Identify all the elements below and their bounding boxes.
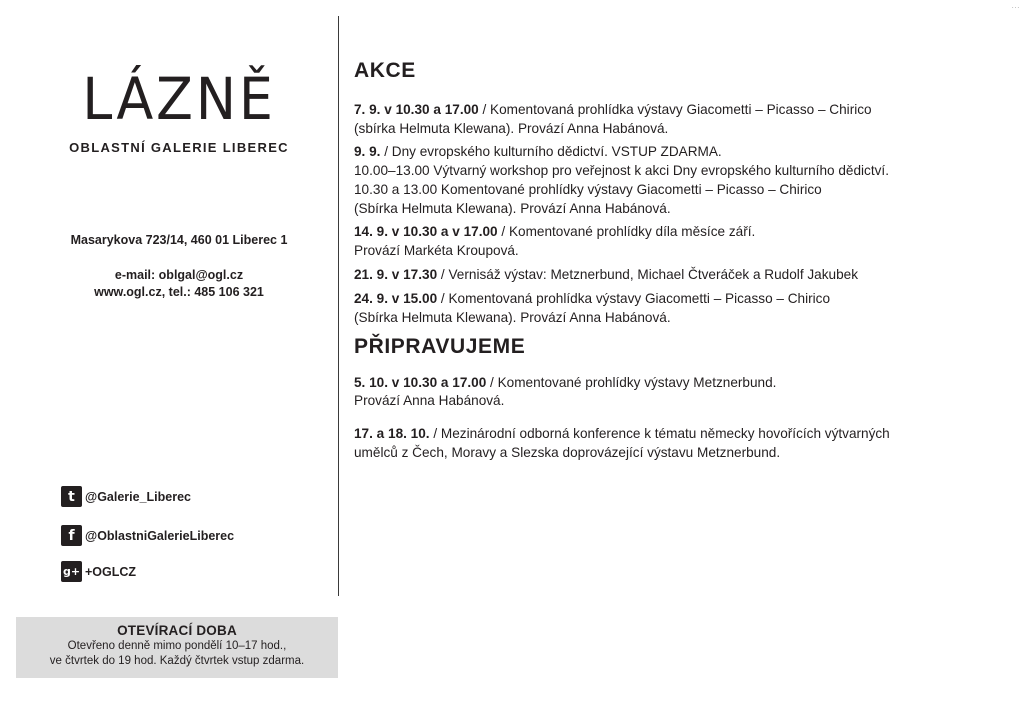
section-heading-pripravujeme: PŘIPRAVUJEME	[354, 334, 526, 358]
opening-hours-text	[16, 639, 338, 669]
column-divider	[338, 16, 339, 596]
event-date: 14. 9. v 10.30 a v 17.00	[354, 224, 498, 240]
web-and-phone: www.ogl.cz, tel.: 485 106 321	[94, 285, 264, 299]
gallery-subtitle: OBLASTNÍ GALERIE LIBEREC	[69, 140, 289, 155]
event-date: 17. a 18. 10.	[354, 426, 430, 442]
event-item	[354, 425, 1014, 462]
event-text: (Sbírka Helmuta Klewana). Provází Anna Habánová.	[354, 310, 671, 326]
event-text: 10.00–13.00 Výtvarný workshop pro veřejnost k akci Dny evropského kulturního dědictví.	[354, 163, 889, 179]
facebook-icon: f	[61, 525, 82, 546]
event-text: / Mezinárodní odborná konference k tématu německy hovořících výtvarných	[429, 426, 890, 442]
event-text: (Sbírka Helmuta Klewana). Provází Anna Habánová.	[354, 200, 671, 216]
event-text: / Komentované prohlídky díla měsíce září.	[497, 224, 756, 240]
event-item	[354, 223, 1014, 260]
address: Masarykova 723/14, 460 01 Liberec 1	[70, 233, 288, 247]
event-text: Provází Markéta Kroupová.	[354, 242, 519, 258]
section-heading-akce: AKCE	[354, 59, 416, 82]
corner-mark: …	[1011, 0, 1020, 10]
opening-hours-title: OTEVÍRACÍ DOBA	[117, 623, 237, 638]
google-plus-handle: +OGLCZ	[85, 564, 137, 579]
event-text: (sbírka Helmuta Klewana). Provází Anna Habánová.	[354, 120, 669, 136]
contact-info	[48, 267, 310, 301]
event-text: umělců z Čech, Moravy a Slezska doprovázející výstavu Metznerbund.	[354, 444, 781, 460]
event-text: / Komentovaná prohlídka výstavy Giacometti – Picasso – Chirico	[478, 102, 872, 117]
event-item	[354, 101, 1014, 138]
event-date: 7. 9. v 10.30 a 17.00	[354, 102, 479, 117]
event-item	[354, 374, 1014, 411]
google-plus-icon: g+	[61, 561, 82, 582]
event-text: / Vernisáž výstav: Metznerbund, Michael Čtveráček a Rudolf Jakubek	[437, 266, 859, 282]
google-plus-link[interactable]	[61, 561, 136, 582]
event-text: Provází Anna Habánová.	[354, 393, 505, 409]
opening-hours-line: Otevřeno denně mimo pondělí 10–17 hod.,	[67, 640, 287, 652]
facebook-link[interactable]	[61, 525, 234, 546]
events-column	[354, 56, 1014, 463]
event-date: 9. 9.	[354, 144, 381, 160]
event-text: / Komentovaná prohlídka výstavy Giacometti – Picasso – Chirico	[437, 291, 831, 307]
twitter-icon: t	[61, 486, 82, 507]
event-item	[354, 266, 1014, 285]
event-date: 21. 9. v 17.30	[354, 266, 438, 282]
facebook-handle: @OblastniGalerieLiberec	[85, 528, 235, 543]
event-date: 24. 9. v 15.00	[354, 291, 438, 307]
event-item	[354, 143, 1014, 218]
logo-block	[60, 66, 298, 155]
event-text: / Dny evropského kulturního dědictví. VSTUP ZDARMA.	[380, 144, 722, 160]
twitter-handle: @Galerie_Liberec	[85, 489, 191, 504]
event-date: 5. 10. v 10.30 a 17.00	[354, 374, 487, 390]
opening-hours-line: ve čtvrtek do 19 hod. Každý čtvrtek vstup zdarma.	[49, 655, 305, 667]
event-text: 10.30 a 13.00 Komentované prohlídky výstavy Giacometti – Picasso – Chirico	[354, 181, 822, 197]
twitter-link[interactable]	[61, 486, 191, 507]
gallery-logo: LÁZNĚ	[82, 65, 276, 133]
event-text: / Komentované prohlídky výstavy Metznerbund.	[486, 374, 777, 390]
opening-hours-box	[16, 617, 338, 678]
event-item	[354, 290, 1014, 327]
email: e-mail: oblgal@ogl.cz	[114, 268, 244, 282]
